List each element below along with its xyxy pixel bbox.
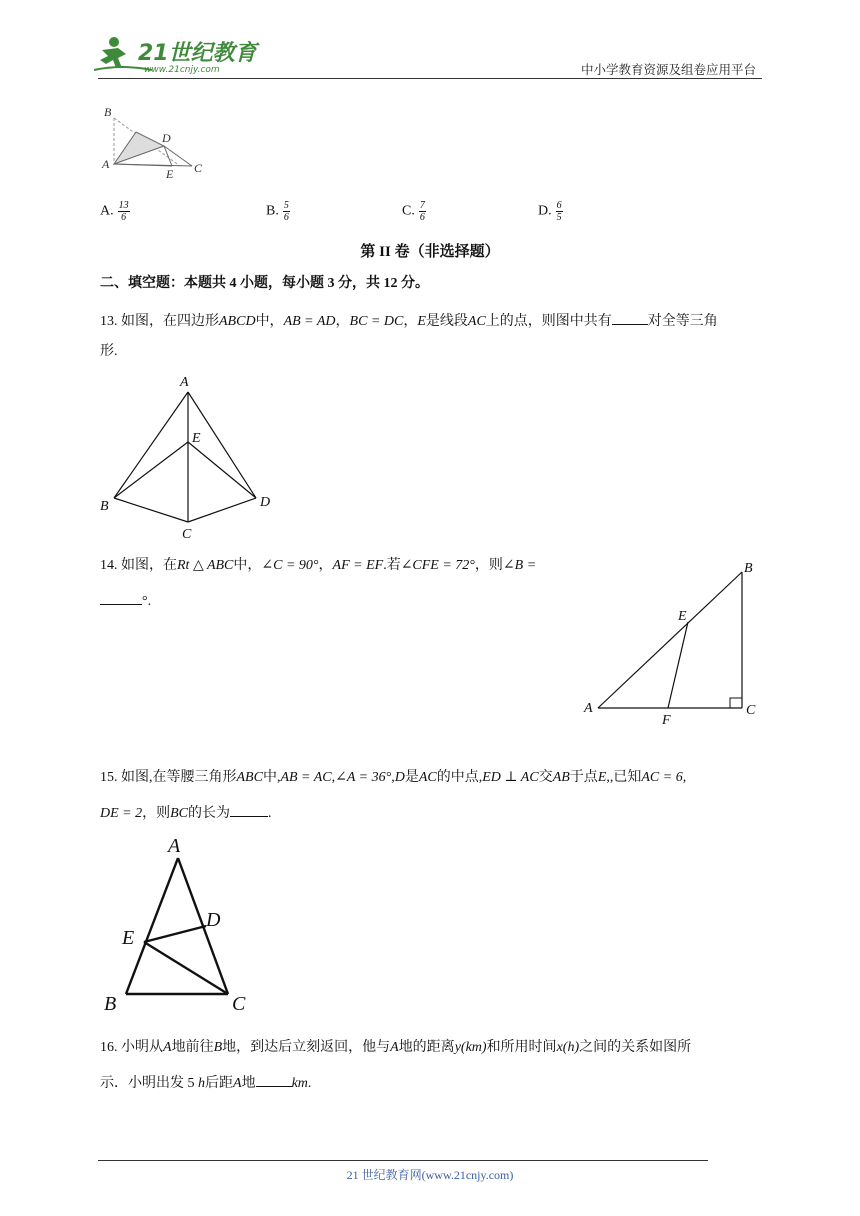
choice-c-fraction: $\frac{7}{6}$ (419, 200, 425, 223)
site-logo (92, 34, 262, 78)
fig14-label-e: E (678, 609, 687, 624)
fig13-label-d: D (260, 495, 271, 510)
runner-logo-icon (92, 34, 262, 78)
fig15-label-a: A (168, 835, 181, 857)
header-divider (98, 78, 762, 79)
question-13-line1: 13. 如图，在四边形ABCD中，AB = AD，BC = DC，E是线段AC上的点，则图中共有 对全等三角 (100, 310, 718, 332)
fig12-label-a: A (102, 157, 110, 171)
answer-blank-13[interactable] (612, 310, 648, 325)
choice-b[interactable] (266, 200, 290, 223)
figure-q14 (576, 552, 766, 737)
choice-a[interactable] (100, 200, 130, 223)
fig12-label-d: D (162, 131, 171, 145)
fig13-label-c: C (182, 527, 192, 542)
fig15-label-b: B (104, 993, 117, 1015)
question-16-line2: 示．小明出发 5 h后距A地 km. (100, 1072, 311, 1094)
question-15-line1: 15. 如图,在等腰三角形ABC中,AB = AC,∠A = 36°,D是AC的中点,ED ⊥ AC交AB于点E,,已知AC = 6, (100, 770, 687, 785)
logo-main-text: 21世纪教育 (138, 41, 257, 66)
choice-a-letter: A. (100, 203, 114, 219)
figure-q12 (100, 104, 210, 185)
fig12-label-b: B (104, 105, 112, 119)
figure-q15 (98, 832, 258, 1021)
fig15-label-d: D (206, 909, 221, 931)
footer-divider (98, 1160, 708, 1161)
choice-a-fraction: $\frac{13}{6}$ (118, 200, 129, 223)
section-heading: 二、填空题：本题共 4 小题，每小题 3 分，共 12 分。 (100, 276, 429, 291)
fig14-label-f: F (662, 713, 671, 728)
fig13-label-a: A (180, 375, 189, 390)
question-14-line2: °. (100, 590, 151, 612)
question-14-line1: 14. 如图，在Rt △ ABC中，∠C = 90°，AF = EF.若∠CFE = 72°，则∠B = (100, 558, 537, 573)
answer-blank-15[interactable] (230, 802, 268, 817)
choice-d[interactable] (538, 200, 563, 223)
answer-blank-16[interactable] (256, 1072, 292, 1087)
answer-blank-14[interactable] (100, 590, 142, 605)
fig14-label-b: B (744, 561, 753, 576)
question-15-line2: DE = 2，则BC的长为 . (100, 802, 272, 824)
figure-q13 (96, 372, 286, 551)
choice-c-letter: C. (402, 203, 415, 219)
logo-sub-text: www.21cnjy.com (144, 65, 220, 75)
fig12-label-e: E (166, 167, 174, 180)
question-16-line1: 16. 小明从A地前往B地，到达后立刻返回，他与A地的距离y(km)和所用时间x(h)之间的关系如图所 (100, 1040, 692, 1055)
choice-b-letter: B. (266, 203, 279, 219)
choice-d-letter: D. (538, 203, 552, 219)
header-platform-text: 中小学教育资源及组卷应用平台 (580, 63, 756, 77)
choice-b-fraction: $\frac{5}{6}$ (283, 200, 289, 223)
fig14-label-c: C (746, 703, 756, 718)
fig15-label-e: E (122, 927, 135, 949)
footer-text[interactable]: 21 世纪教育网(www.21cnjy.com) (346, 1168, 514, 1182)
fig13-label-b: B (100, 499, 109, 514)
fig15-label-c: C (232, 993, 246, 1015)
section-title: 第 II 卷（非选择题） (360, 244, 500, 260)
question-13-line2: 形. (100, 344, 118, 359)
fig12-label-c: C (194, 161, 203, 175)
fig13-label-e: E (192, 431, 201, 446)
fig14-label-a: A (584, 701, 593, 716)
choice-c[interactable] (402, 200, 426, 223)
choice-d-fraction: $\frac{6}{5}$ (556, 200, 562, 223)
